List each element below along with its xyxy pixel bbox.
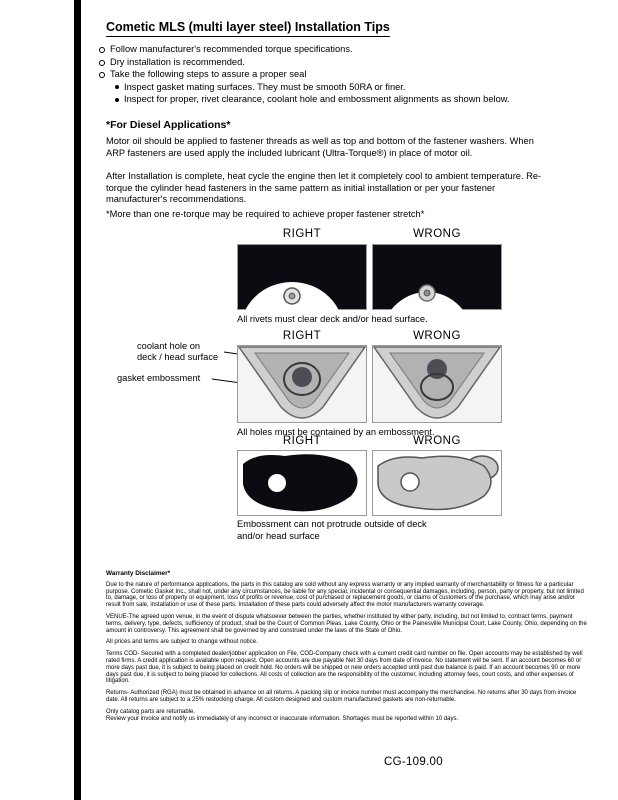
tip-text: Follow manufacturer's recommended torque specifications. <box>110 44 353 54</box>
disclaimer-paragraph: All prices and terms are subject to change without notice. <box>106 639 258 646</box>
rivet-right-image <box>237 244 367 310</box>
rivets-caption: All rivets must clear deck and/or head surface. <box>237 314 428 324</box>
embossment-right-diagram <box>237 450 367 516</box>
list-item <box>99 44 579 56</box>
disclaimer-paragraph: Only catalog parts are returnable. <box>106 708 196 715</box>
page-left-border <box>74 0 81 800</box>
gasket-embossment-callout: gasket embossment <box>117 373 201 383</box>
list-item <box>115 82 579 94</box>
right-column-label: RIGHT <box>282 435 322 447</box>
rivet-wrong-diagram <box>372 244 502 310</box>
list-item <box>115 94 579 106</box>
page-title: Cometic MLS (multi layer steel) Installation Tips <box>106 20 390 37</box>
wrong-column-label: WRONG <box>413 330 461 342</box>
tip-text: Dry installation is recommended. <box>110 56 245 67</box>
hollow-bullet-icon <box>99 60 105 66</box>
hollow-bullet-icon <box>99 47 105 53</box>
holes-right-image <box>237 345 367 423</box>
holes-wrong-image <box>372 345 502 423</box>
disclaimer-heading: Warranty Disclaimer* <box>106 570 171 577</box>
retorque-note: *More than one re-torque may be required to achieve proper fastener stretch* <box>106 209 425 219</box>
warranty-disclaimer <box>106 571 589 727</box>
callout-line: deck / head surface <box>137 352 219 362</box>
wrong-column-label: WRONG <box>413 435 461 447</box>
list-item <box>99 69 579 81</box>
filled-bullet-icon <box>115 98 119 102</box>
diesel-paragraph-1: Motor oil should be applied to fastener threads as well as top and bottom of the fastener washers. When ARP fasteners are used apply the included lubricant (Ultra-Torque®) in place of motor oil. <box>106 136 534 158</box>
tip-text: Take the following steps to assure a proper seal <box>110 69 307 79</box>
list-item <box>99 57 579 69</box>
filled-bullet-icon <box>115 85 119 89</box>
holes-right-diagram <box>237 345 367 423</box>
wrong-column-label: WRONG <box>413 228 461 240</box>
catalog-page-code: CG-109.00 <box>384 756 443 768</box>
installation-tips-list <box>99 44 579 107</box>
diesel-paragraph-2: After Installation is complete, heat cycle the engine then let it completely cool to ambient temperature. Re-torque the cylinder head fasteners in the same pattern as initial installation or per your fastener manufacturer's recommendations. <box>106 171 542 205</box>
holes-caption: All holes must be contained by an embossment. <box>237 427 435 437</box>
disclaimer-paragraph: Review your invoice and notify us immediately of any incorrect or inaccurate information. Shortages must be reported within 10 days. <box>106 715 459 722</box>
diesel-applications-heading: *For Diesel Applications* <box>106 119 231 131</box>
disclaimer-paragraph: Due to the nature of performance applications, the parts in this catalog are sold without any express warranty or any implied warranty of merchantability or fitness for a particular purpose. Cometic Gasket Inc., shall not, under any circumstances, be liable for any special, incidental or consequential damages, including, person, party or property, but not limited to, damage, or loss of property or equipment, loss of profits or revenue, cost of purchased or replacement goods, or claims of customers of the purchase, which may arise and/or result from sale, installation or use of these parts. Installation of these parts could adversely affect the motor manufacturers warranty coverage. <box>106 581 584 609</box>
hollow-bullet-icon <box>99 72 105 78</box>
disclaimer-paragraph: Terms COD- Secured with a completed dealer/jobber application on File, COD-Company check with a current credit card number on file. Open accounts may be established by well rated firms. A credit application is available upon request. Open accounts are due payable Net 30 days from date of invoice. No statement will be sent. If an account becomes 60 or more days past due, it is subject to being placed on credit hold. No orders will be shipped or new orders accepted until past due balance is paid. If an account becomes 90 or more days past due, it is subject to being placed for collections. All costs of collection are the responsibility of the customer, including attorney fees, court costs, and other expenses of litigation. <box>106 651 583 685</box>
embossment-wrong-image <box>372 450 502 516</box>
embossment-wrong-diagram <box>372 450 502 516</box>
coolant-hole-callout <box>137 341 218 363</box>
callout-line: coolant hole on <box>137 341 201 351</box>
right-column-label: RIGHT <box>282 330 322 342</box>
disclaimer-paragraph: VENUE-The agreed upon venue, in the event of dispute whatsoever between the parties, whether instituted by either party, including, but not limited to, contract terms, payment terms, delivery, type, defects, sufficiency of product, shall be the Court of Common Pleas, Lake County, Ohio or the Painesville Municipal Court, Lake County, Ohio, depending on the amount in controversy. This agreement shall be governed by and construed under the laws of the State of Ohio. <box>106 613 587 634</box>
embossment-caption <box>237 519 527 542</box>
disclaimer-paragraph: Returns- Authorized (RGA) must be obtained in advance on all returns. A packing slip or invoice number must accompany the merchandise. No returns after 30 days from invoice date. All returns are subject to a 25% restocking charge. All custom designed and custom manufactured gaskets are non-returnable. <box>106 690 577 703</box>
embossment-right-image <box>237 450 367 516</box>
caption-line: and/or head surface <box>237 530 320 541</box>
holes-wrong-diagram <box>372 345 502 423</box>
caption-line: Embossment can not protrude outside of deck <box>237 519 427 529</box>
rivet-right-diagram <box>237 244 367 310</box>
tip-text: Inspect for proper, rivet clearance, coolant hole and embossment alignments as shown below. <box>124 94 510 104</box>
tip-text: Inspect gasket mating surfaces. They must be smooth 50RA or finer. <box>124 81 406 92</box>
rivet-wrong-image <box>372 244 502 310</box>
right-column-label: RIGHT <box>282 228 322 240</box>
